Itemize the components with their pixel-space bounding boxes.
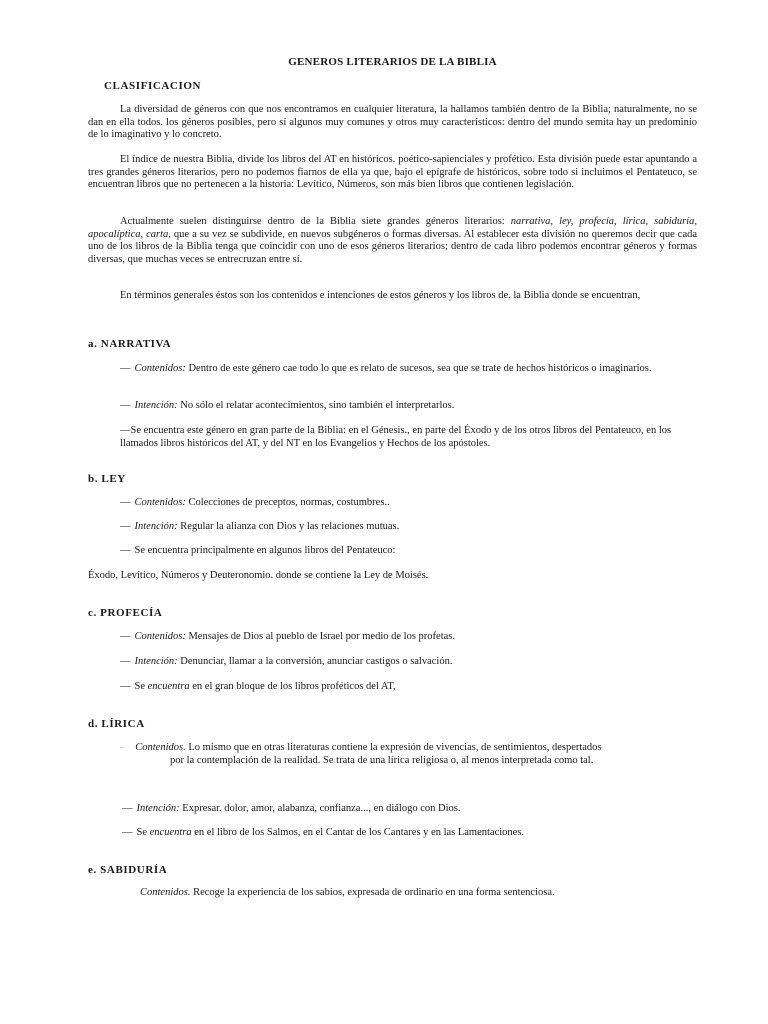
intro-paragraph-4 [88,290,697,303]
sabiduria-contenidos [140,887,717,900]
encuentra-pre: Se [134,681,148,692]
contenidos-label: Contenidos. [140,887,191,898]
dash: — [120,400,131,411]
contenidos-text: Colecciones de preceptos, normas, costumbres.. [185,497,390,508]
dash: — [120,631,131,642]
dash: — [122,803,133,814]
intencion-label: Intención: [134,521,178,532]
narrativa-intencion [120,400,697,413]
intro-paragraph-1 [88,104,697,142]
ley-encuentra [120,545,697,558]
narrativa-contenidos [120,363,697,376]
intencion-label: Intención: [134,400,178,411]
intro-text-2: El índice de nuestra Biblia, divide los libros del AT en históricos. poético-sapienciales y profético. Esta división puede estar apuntando a tres grandes géneros literarios, pero no podemos fiarnos de ella ya que, bajo el epígrafe de históricos, sobre todo si incluimos el Pentateuco, se encuentran libros que no pertenecen a la historia: Levítico, Números, son más bien libros que contienen legislación. [88,154,697,190]
dash: — [120,521,131,532]
contenidos-text: Mensajes de Dios al pueblo de Israel por medio de los profetas. [185,631,455,642]
intencion-label: Intención: [134,656,178,667]
encuentra-text: Se encuentra principalmente en algunos libros del Pentateuco: [134,545,396,556]
dash: — [120,497,131,508]
contenidos-label: Contenidos: [134,363,186,374]
intencion-text: Expresar. dolor, amor, alabanza, confianza..., en diálogo con Dios. [179,803,461,814]
encuentra-label: encuentra [149,827,192,838]
intro-text-3a: Actualmente suelen distinguirse dentro de la Biblia siete grandes géneros literarios: [120,216,511,227]
encuentra-pre: Se [136,827,150,838]
profecia-encuentra [120,681,697,694]
profecia-intencion [120,656,697,669]
narrativa-encuentra [120,425,697,450]
dash: — [120,656,131,667]
section-heading-ley: b. LEY [88,473,126,485]
section-subtitle: CLASIFICACION [104,80,202,92]
intencion-text: Regular la alianza con Dios y las relaciones mutuas. [177,521,400,532]
ley-books: Éxodo, Levítico, Números y Deuteronomio. donde se contiene la Ley de Moisés. [88,570,429,581]
intencion-text: No sólo el relatar acontecimientos, sino también el interpretarlos. [177,400,455,411]
contenidos-label: Contenidos: [134,497,186,508]
profecia-contenidos [120,631,697,644]
document-title: GENEROS LITERARIOS DE LA BIBLIA [288,56,497,68]
intro-paragraph-3 [88,216,697,266]
dash: – [120,742,126,753]
section-heading-lirica: d. LÍRICA [88,718,145,730]
ley-contenidos [120,497,697,510]
encuentra-text: Se encuentra este género en gran parte de la Biblia: en el Génesis., en parte del Éxodo y de los otros libros del Pentateuco, en los llamados libros históricos del AT, y del NT en los Evangelios y Hechos de los apóstoles. [120,425,672,449]
lirica-encuentra [122,827,699,840]
contenidos-label: Contenidos. [135,742,186,753]
encuentra-label: encuentra [147,681,190,692]
section-heading-profecia: c. PROFECÍA [88,607,163,619]
contenidos-text: Recoge la experiencia de los sabios, expresada de ordinario en una forma sentenciosa. [190,887,555,898]
dash: — [120,545,131,556]
intro-text-4: En términos generales éstos son los contenidos e intenciones de estos géneros y los libros de. la Biblia donde se encuentran, [120,290,641,301]
dash: — [122,827,133,838]
section-heading-narrativa: a. NARRATIVA [88,338,172,350]
contenidos-text: Dentro de este género cae todo lo que es relato de sucesos, sea que se trate de hechos históricos o imaginarios. [185,363,652,374]
section-heading-sabiduria: e. SABIDURÍA [88,864,168,876]
dash: — [120,425,131,436]
contenidos-label: Contenidos: [134,631,186,642]
lirica-contenidos [120,742,697,767]
intencion-label: Intención: [136,803,180,814]
intro-text-1: La diversidad de géneros con que nos encontramos en cualquier literatura, la hallamos también dentro de la Biblia; naturalmente, no se dan en ella todos. los géneros posibles, pero sí algunos muy comunes y otros muy característicos: dentro del mundo semita hay un predominio de lo imaginativo y lo concreto. [88,104,697,140]
encuentra-text: en el libro de los Salmos, en el Cantar de los Cantares y en las Lamentaciones. [191,827,525,838]
ley-intencion [120,521,697,534]
genre-list: narrativa, ley, profecía, lírica, sabiduría, apocalíptica, carta, [88,216,697,240]
intro-paragraph-2 [88,154,697,192]
lirica-intencion [122,803,699,816]
dash: — [120,363,131,374]
contenidos-text: Lo mismo que en otras literaturas contiene la expresión de vivencias, de sentimientos, despertados [185,742,602,753]
intro-text-3b: que a su vez se subdivide, en nuevos subgéneros o formas diversas. Al establecer esta división no queremos decir que cada uno de los libros de la Biblia tenga que coincidir con uno de esos géneros literarios; dentro de cada libro podemos encontrar géneros y formas diversas, que muchas veces se entrecruzan entre sí. [88,228,698,265]
intencion-text: Denunciar, llamar a la conversión, anunciar castigos o salvación. [177,656,453,667]
contenidos-continuation: por la contemplación de la realidad. Se trata de una lírica religiosa o, al menos interpretada como tal. [170,754,594,766]
dash: — [120,681,131,692]
encuentra-text: en el gran bloque de los libros proféticos del AT, [189,681,396,692]
